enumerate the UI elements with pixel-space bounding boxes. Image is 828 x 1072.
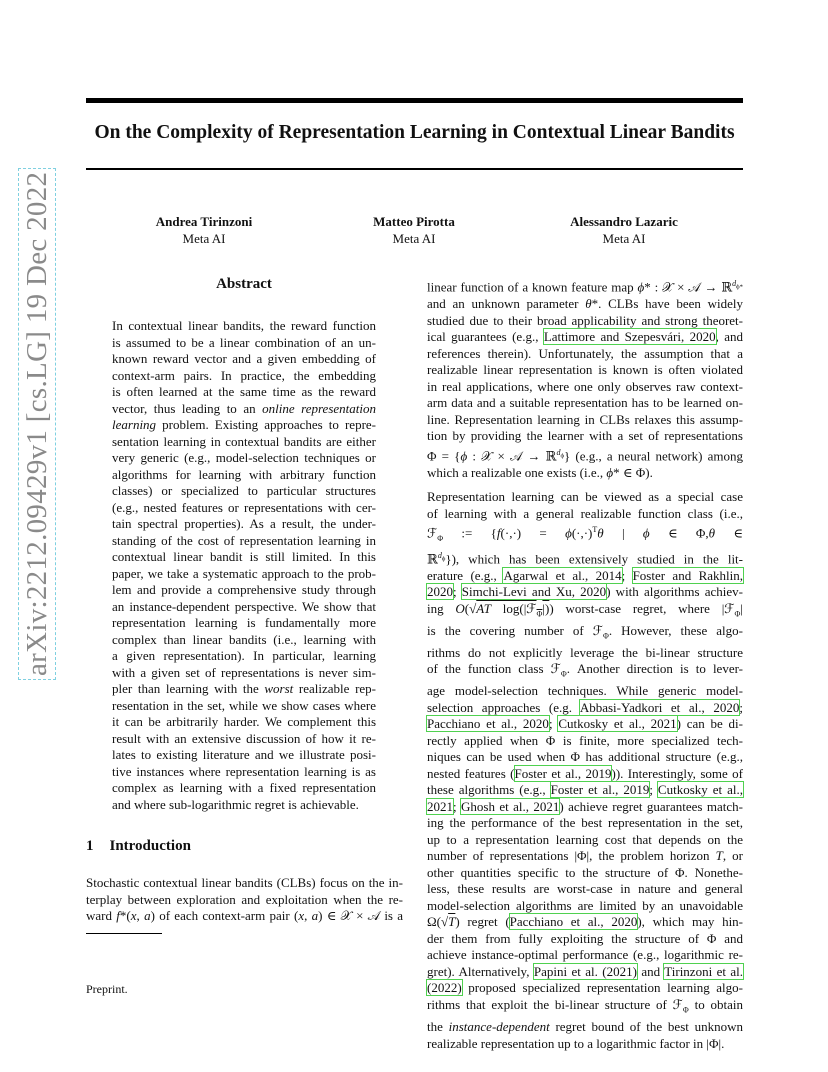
citation-link[interactable]: Papini et al. (2021) — [533, 963, 637, 979]
citation-link[interactable]: Pacchiano et al., 2020 — [427, 716, 549, 732]
author-name: Matteo Pirotta — [373, 214, 455, 229]
author-name: Alessandro Lazaric — [570, 214, 678, 229]
citation-link[interactable]: Foster et al., 2019 — [550, 782, 650, 798]
citation-link[interactable]: Foster and Rakhlin, — [632, 567, 743, 583]
author-3 — [524, 213, 724, 247]
section-heading — [86, 838, 191, 855]
footnote-rule — [86, 933, 162, 934]
section-number: 1 — [86, 838, 94, 854]
title-bottom-rule — [86, 168, 743, 170]
citation-link[interactable]: Agarwal et al., 2014 — [503, 567, 622, 583]
citation-link[interactable]: 2021 — [427, 798, 453, 814]
author-affiliation: Meta AI — [182, 231, 226, 246]
arxiv-stamp-text[interactable]: arXiv:2212.09429v1 [cs.LG] 19 Dec 2022 — [18, 168, 56, 680]
author-affiliation: Meta AI — [602, 231, 646, 246]
title-top-rule — [86, 98, 743, 103]
author-name: Andrea Tirinzoni — [155, 214, 253, 229]
abstract-body: In contextual linear bandits, the reward function is assumed to be a linear combination of an un- known reward vector and a given embedding of context-arm pairs. In practice, the embedding is often learned at the same time as the reward vector, thus leading to an online representation learning problem. Existing approaches to repre- sentation learning in contextual bandits are either very generic (e.g., model-selection techniques or algorithms for learning with arbitrary function classes) or specialized to particular structures (e.g., nested features or representations with cer- tain spectral properties). As a result, the under- standing of the cost of representation learning in contextual linear bandit is still limited. In this paper, we take a systematic approach to the prob- lem and provide a comprehensive study through an instance-dependent perspective. We show that representation learning is fundamentally more complex than linear bandits (i.e., learning with a given representation). In particular, learning with a given set of representations is never sim- pler than learning with the worst realizable rep- resentation in the set, while we show cases where it can be arbitrarily harder. We complement this result with an extensive discussion of how it re- lates to existing literature and we illustrate posi- tive instances where representation learning is as complex as learning with a fixed representation and where sub-logarithmic regret is achievable. — [112, 318, 376, 812]
citation-link[interactable]: 2020 — [427, 584, 453, 600]
author-2 — [314, 213, 514, 247]
abstract-heading: Abstract — [216, 276, 272, 292]
citation-link[interactable]: Tirinzoni et al. — [664, 963, 743, 979]
section-title: Introduction — [109, 838, 191, 854]
citation-link[interactable]: Pacchiano et al., 2020 — [509, 914, 638, 930]
citation-link[interactable]: Foster et al., 2019 — [514, 765, 612, 781]
preprint-note: Preprint. — [86, 982, 128, 996]
citation-link[interactable]: Simchi-Levi and Xu, 2020 — [461, 584, 607, 600]
citation-link[interactable]: Lattimore and Szepesvári, 2020 — [543, 329, 716, 345]
citation-link[interactable]: Abbasi-Yadkori et al., 2020 — [579, 699, 740, 715]
author-affiliation: Meta AI — [392, 231, 436, 246]
author-1 — [104, 213, 304, 247]
paper-title: On the Complexity of Representation Learning in Contextual Linear Bandits — [94, 122, 735, 143]
citation-link[interactable]: Cutkosky et al., — [657, 782, 743, 798]
citation-link[interactable]: Ghosh et al., 2021 — [461, 798, 560, 814]
intro-left-column: Stochastic contextual linear bandits (CLBs) focus on the in- terplay between exploration and exploitation when the re- ward f*(x, a) of each context-arm pair (x, a) ∈ 𝒳 × 𝒜 is a — [86, 875, 404, 923]
intro-right-column: linear function of a known feature map ϕ* : 𝒳 × 𝒜 → ℝ$^{d_{\phi*}}$ and an unknown parameter θ*. CLBs have been widely studied due to their broad applicability and strong theoret- ical guarantees (e.g., Lattimore and Szepesvári, 2020, and references therein). Unfortunately, the assumption that a realizable linear representation is known is often violated in real applications, where one only observes raw context- arm data and a suitable representation has to be learned on- line. Representation learning in CLBs relaxes this assump- tion by providing the learner with a set of representations Φ = {ϕ : 𝒳 × 𝒜 → ℝ$^{d_\phi}$} (e.g., a neural network) among which a realizable one exists (i.e., ϕ* ∈ Φ). Representation learning can be viewed as a special case of learning with a general realizable function class (i.e., ℱ$_\Phi$ := {f(·,·) = ϕ(·,·)$^T$θ | ϕ ∈ Φ,θ ∈ ℝ$^{d_\phi}$}), which has been extensively studied in the lit- erature (e.g., Agarwal et al., 2014; Foster and Rakhlin, 2020; Simchi-Levi and Xu, 2020) with algorithms achiev- ing O(√AT log(|ℱ$_\Phi$|)) worst-case regret, where |ℱ$_\Phi$| is the covering number of ℱ$_\Phi$. However, these algo- rithms do not explicitly leverage the bi-linear structure of the function class ℱ$_\Phi$. Another direction is to lever- age model-selection techniques. While generic model- selection approaches (e.g. Abbasi-Yadkori et al., 2020; Pacchiano et al., 2020; Cutkosky et al., 2021) can be di- rectly applied when Φ is finite, more specialized tech- niques can be used when Φ has additional structure (e.g., nested features (Foster et al., 2019)). Interestingly, some of these algorithms (e.g., Foster et al., 2019; Cutkosky et al., 2021; Ghosh et al., 2021) achieve regret guarantees match- ing the performance of the best representation in the set, up to a representation learning cost that depends on the number of representations |Φ|, the problem horizon T, or other quantities specific to the structure of Φ. Nonethe- less, these results are worst-case in nature and general model-selection algorithms are limited by an unavoidable Ω(√T) regret (Pacchiano et al., 2020), which may hin- der them from fully exploiting the structure of Φ and achieve instance-optimal performance (e.g., logarithmic re- gret). Alternatively, Papini et al. (2021) and Tirinzoni et al. (2022) proposed specialized representation learning algo- rithms that exploit the bi-linear structure of ℱ$_\Phi$ to obtain the instance-dependent regret bound of the best unknown realizable representation up to a logarithmic factor in |Φ|. — [427, 279, 744, 1051]
citation-link[interactable]: Cutkosky et al., 2021 — [558, 716, 677, 732]
citation-link[interactable]: (2022) — [427, 980, 462, 996]
